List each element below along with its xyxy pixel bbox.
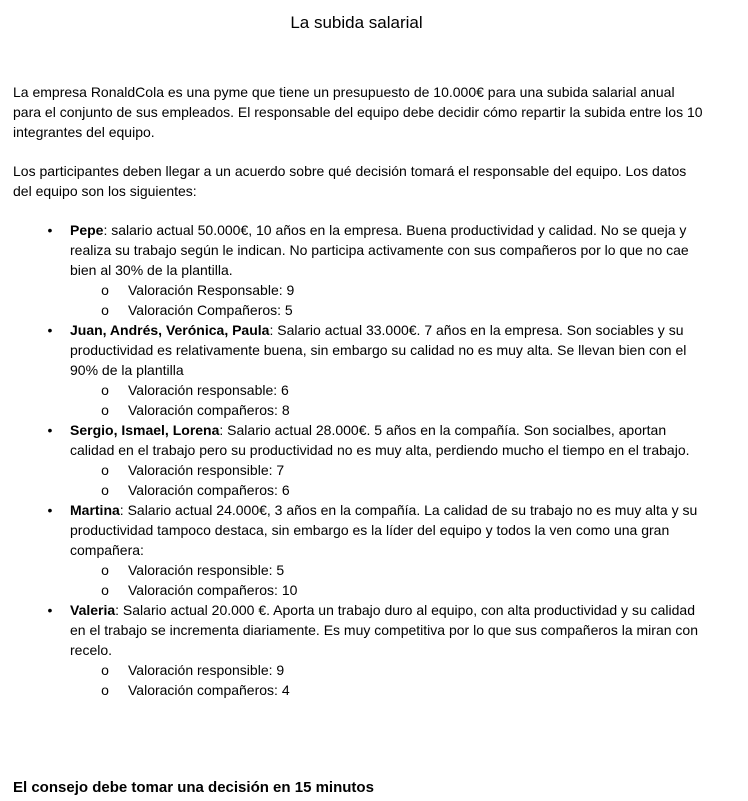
member-description: : salario actual 50.000€, 10 años en la empresa. Buena productividad y calidad. No se queja y realiza su trabajo según le indican. No participa activamente con sus compañeros por lo que no cae bien al 30% de la plantilla.	[70, 222, 689, 278]
member-item	[0, 500, 705, 560]
rating-item	[0, 400, 748, 420]
member-names: Pepe	[70, 222, 104, 238]
rating-text: Valoración Responsable: 9	[128, 282, 295, 298]
rating-text: Valoración Compañeros: 5	[128, 302, 293, 318]
rating-text: Valoración compañeros: 6	[128, 482, 290, 498]
instructions-paragraph: Los participantes deben llegar a un acuerdo sobre qué decisión tomará el responsable del equipo. Los datos del equipo son los siguientes:	[13, 163, 687, 199]
circle-bullet-icon: o	[101, 682, 109, 698]
circle-bullet-icon: o	[101, 402, 109, 418]
bullet-icon: •	[47, 322, 53, 338]
rating-item	[0, 300, 748, 320]
member-description: : Salario actual 24.000€, 3 años en la compañía. La calidad de su trabajo no es muy alta y su productividad tampoco destaca, sin embargo es la líder del equipo y todos la ven como una gran compañera:	[70, 502, 698, 558]
rating-item	[0, 660, 748, 680]
bullet-icon: •	[47, 222, 53, 238]
circle-bullet-icon: o	[101, 662, 109, 678]
rating-item	[0, 460, 748, 480]
bullet-icon: •	[47, 422, 53, 438]
circle-bullet-icon: o	[101, 302, 109, 318]
bullet-icon: •	[47, 602, 53, 618]
member-names: Martina	[70, 502, 120, 518]
rating-text: Valoración compañeros: 10	[128, 582, 298, 598]
rating-text: Valoración compañeros: 8	[128, 402, 290, 418]
circle-bullet-icon: o	[101, 282, 109, 298]
rating-item	[0, 680, 748, 700]
rating-item	[0, 280, 748, 300]
rating-item	[0, 580, 748, 600]
member-item	[0, 420, 705, 460]
circle-bullet-icon: o	[101, 462, 109, 478]
rating-text: Valoración compañeros: 4	[128, 682, 290, 698]
member-item	[0, 220, 705, 280]
bullet-icon: •	[47, 502, 53, 518]
rating-text: Valoración responsable: 6	[128, 382, 289, 398]
circle-bullet-icon: o	[101, 562, 109, 578]
rating-item	[0, 560, 748, 580]
rating-item	[0, 480, 748, 500]
circle-bullet-icon: o	[101, 582, 109, 598]
circle-bullet-icon: o	[101, 482, 109, 498]
rating-text: Valoración responsible: 9	[128, 662, 285, 678]
member-names: Valeria	[70, 602, 116, 618]
member-description: : Salario actual 33.000€. 7 años en la empresa. Son sociables y su productividad es relativamente buena, sin embargo su calidad no es muy alta. Se llevan bien con el 90% de la plantilla	[70, 322, 687, 378]
footer-note: El consejo debe tomar una decisión en 15 minutos	[13, 779, 374, 796]
member-description: : Salario actual 28.000€. 5 años en la compañía. Son socialbes, aportan calidad en el trabajo pero su productividad no es muy alta, perdiendo mucho el tiempo en el trabajo.	[70, 422, 690, 458]
document-title: La subida salarial	[290, 13, 423, 32]
member-item	[0, 600, 705, 660]
rating-item	[0, 380, 748, 400]
team-member-list	[0, 220, 748, 700]
member-item	[0, 320, 705, 380]
member-names: Juan, Andrés, Verónica, Paula	[70, 322, 270, 338]
member-description: : Salario actual 20.000 €. Aporta un trabajo duro al equipo, con alta productividad y su calidad en el trabajo se incrementa diariamente. Es muy competitiva por lo que sus compañeros la miran con recelo.	[70, 602, 698, 658]
rating-text: Valoración responsible: 5	[128, 562, 285, 578]
member-names: Sergio, Ismael, Lorena	[70, 422, 220, 438]
rating-text: Valoración responsible: 7	[128, 462, 285, 478]
circle-bullet-icon: o	[101, 382, 109, 398]
intro-paragraph: La empresa RonaldCola es una pyme que tiene un presupuesto de 10.000€ para una subida salarial anual para el conjunto de sus empleados. El responsable del equipo debe decidir cómo repartir la subida entre los 10 integrantes del equipo.	[13, 84, 703, 140]
